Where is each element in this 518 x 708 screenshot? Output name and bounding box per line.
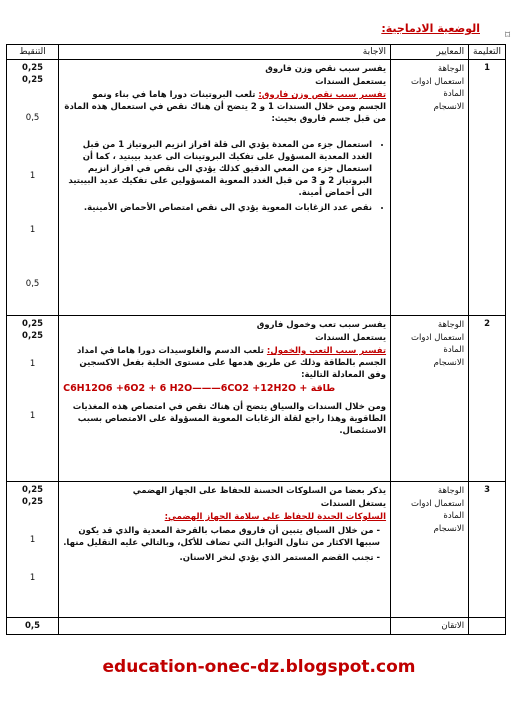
list-item: - تجنب القضم المستمر الذي يؤدي لنخر الاسنان. <box>63 552 380 564</box>
score-value: 1 <box>29 225 36 235</box>
criterion: الوجاهة <box>437 64 465 74</box>
row-number: 2 <box>469 316 506 482</box>
header-number: التعليمة <box>469 45 506 60</box>
final-answer-cell <box>59 618 391 635</box>
answer-intro: يذكر بعضا من السلوكات الحسنة للحفاظ على الجهاز الهضمي <box>132 486 387 496</box>
header-answer: الاجابة <box>59 45 391 60</box>
answer-cell <box>59 482 391 618</box>
score-cell <box>7 60 59 316</box>
criterion: استعمال ادوات المادة <box>410 499 465 521</box>
score-value: 1 <box>29 171 36 181</box>
blog-url[interactable]: education-onec-dz.blogspot.com <box>102 657 416 677</box>
answer-intro: يفسر سبب نقص وزن فاروق <box>265 64 387 74</box>
score-value: 1 <box>29 573 36 583</box>
score-value: 1 <box>29 411 36 421</box>
criterion: الانسجام <box>433 524 465 534</box>
answer-heading: تفسير سبب التعب والخمول: <box>266 346 387 356</box>
answer-bullets <box>63 139 386 214</box>
answer-paragraph <box>63 89 386 125</box>
answer-paragraph <box>63 345 386 381</box>
answer-text: تلعب الدسم والغلوسيدات دورا هاما في امداد الجسم بالطاقة وذلك عن طريق هدمها على مستوى الخلية بفعل الاكسجين وفق المعادلة التالية: <box>77 346 387 380</box>
score-cell <box>7 316 59 482</box>
score-value: 0,5 <box>25 279 40 289</box>
answer-cell <box>59 60 391 316</box>
final-number-cell <box>469 618 506 635</box>
criteria-cell <box>391 482 469 618</box>
criterion: الانسجام <box>433 358 465 368</box>
table-header-row <box>7 45 506 60</box>
answer-intro: يفسر سبب تعب وخمول فاروق <box>256 320 387 330</box>
score-value: 0,25 <box>22 75 44 85</box>
table-row <box>7 316 506 482</box>
answer-text: تلعب البروتينات دورا هاما في بناء ونمو الجسم ومن خلال السندات 1 و 2 يتضح أن هناك نقص في استعمال هذه المادة من قبل جسم فاروق بحيث: <box>64 90 387 124</box>
answer-cell <box>59 316 391 482</box>
score-cell <box>7 482 59 618</box>
header-score: التنقيط <box>7 45 59 60</box>
header-criteria: المعايير <box>391 45 469 60</box>
table-row <box>7 482 506 618</box>
list-item: • استعمال جزء من المعدة يؤدي الى قلة افراز انزيم البروتياز 1 من قبل الغدد المعدية المسؤول على تفكيك البروتينات الى عديد بيبتيد ، كما أن استعمال جزء من المعي الدقيق كذلك يؤدي الى نقص في افراز انزيم البروتياز 2 و 3 من قبل الغدد المعوية المسؤولين على تفكيك عديد البيبتيد الى أحماض أمينة. <box>63 139 372 199</box>
final-score: 0,5 <box>7 618 59 635</box>
score-value: 1 <box>29 359 36 369</box>
table-row <box>7 618 506 635</box>
score-value: 0,25 <box>22 331 44 341</box>
list-item: - من خلال السياق يتبين أن فاروق مصاب بالقرحة المعدية والذي قد يكون سببها الاكثار من تناول التوابل التي تضاف للأكل، وبالتالي عليه التقليل منها. <box>63 525 380 549</box>
answer-heading: السلوكات الجيدة للحفاظ على سلامة الجهاز الهضمي: <box>164 512 387 522</box>
score-value: 0,25 <box>22 319 44 329</box>
grading-table <box>6 44 506 635</box>
row-number: 3 <box>469 482 506 618</box>
page-title: الوضعية الادماجية: <box>381 22 480 35</box>
answer-intro: يستغل السندات <box>320 499 387 509</box>
criterion: الوجاهة <box>437 320 465 330</box>
score-value: 0,25 <box>22 497 44 507</box>
criterion: الانسجام <box>433 102 465 112</box>
chemical-equation: C6H12O6 +6O2 + 6 H2O———6CO2 +12H2O + طاقة <box>63 383 336 394</box>
answer-intro: يستعمل السندات <box>315 333 387 343</box>
answer-heading: تفسير سبب نقص وزن فاروق: <box>258 90 387 100</box>
answer-bullets <box>63 525 386 564</box>
answer-conclusion: ومن خلال السندات والسياق يتضح أن هناك نقص في امتصاص هذه المغذيات الطاقوية وهذا راجع لقلة الزغابات المعوية المسؤولة على الامتصاص بسبب الاستئصال. <box>72 402 387 436</box>
criteria-cell <box>391 60 469 316</box>
table-row <box>7 60 506 316</box>
list-item: • نقص عدد الزغابات المعوية يؤدي الى نقص امتصاص الأحماض الأمينية. <box>63 202 372 214</box>
row-number: 1 <box>469 60 506 316</box>
criteria-cell <box>391 316 469 482</box>
final-label: الاتقان <box>391 618 469 635</box>
answer-intro: يستعمل السندات <box>315 77 387 87</box>
criterion: الوجاهة <box>437 486 465 496</box>
criterion: استعمال ادوات المادة <box>410 77 465 99</box>
score-value: 0,5 <box>25 113 40 123</box>
answer-paragraph <box>63 511 386 523</box>
score-value: 1 <box>29 535 36 545</box>
criterion: استعمال ادوات المادة <box>410 333 465 355</box>
score-value: 0,25 <box>22 63 44 73</box>
score-value: 0,25 <box>22 485 44 495</box>
table-move-handle-icon[interactable]: ⌑ <box>505 30 511 41</box>
